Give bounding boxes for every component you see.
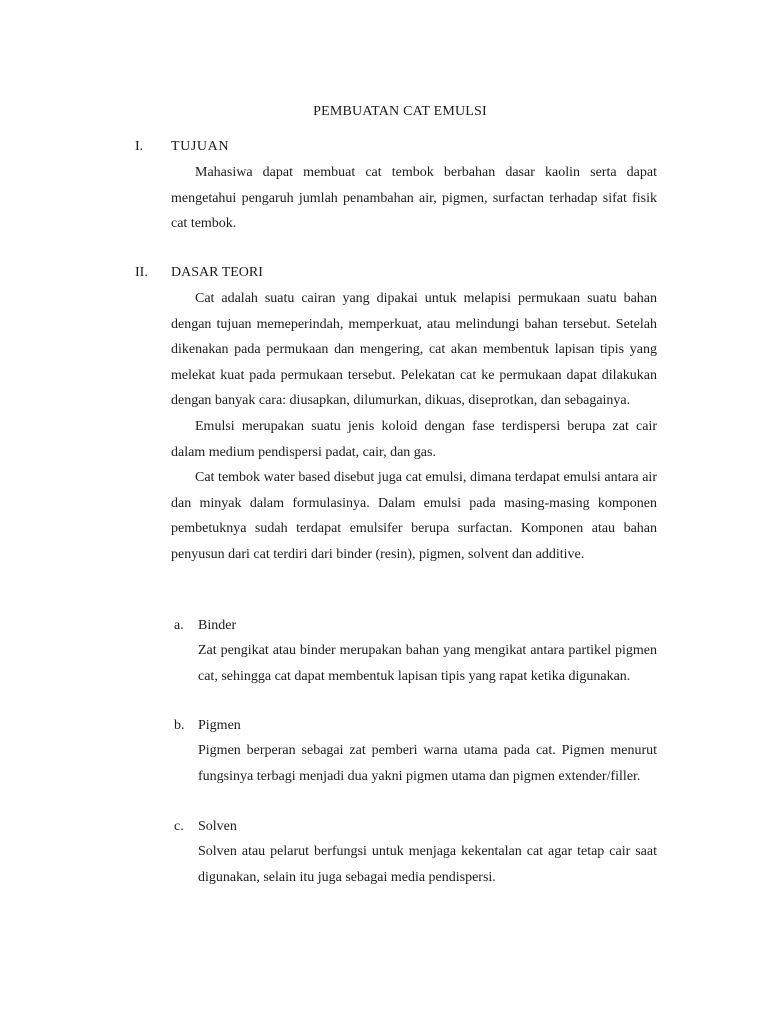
list-item-heading-binder: Binder (198, 618, 237, 633)
section-heading-dasar-teori: DASAR TEORI (171, 265, 263, 280)
list-item-text-solven (198, 839, 657, 890)
list-item-letter: c. (174, 819, 184, 834)
section-heading-tujuan: TUJUAN (171, 139, 230, 154)
section-body-tujuan (171, 160, 657, 237)
paragraph: Emulsi merupakan suatu jenis koloid dengan fase terdispersi berupa zat cair dalam medium pendispersi padat, cair, dan gas. (171, 418, 657, 460)
document-title: PEMBUATAN CAT EMULSI (313, 104, 487, 119)
list-item-heading-solven: Solven (198, 819, 237, 834)
paragraph: Cat adalah suatu cairan yang dipakai untuk melapisi permukaan suatu bahan dengan tujuan memeperindah, memperkuat, atau melindungi bahan tersebut. Setelah dikenakan pada permukaan dan mengering, cat akan membentuk lapisan tipis yang melekat kuat pada permukaan tersebut. Pelekatan cat ke permukaan dapat dilakukan dengan banyak cara: diusapkan, dilumurkan, dikuas, diseprotkan, dan sebagainya. (171, 291, 657, 409)
paragraph: Cat tembok water based disebut juga cat emulsi, dimana terdapat emulsi antara air dan minyak dalam formulasinya. Dalam emulsi pada masing-masing komponen pembetuknya sudah terdapat emulsifer berupa surfactan. Komponen atau bahan penyusun dari cat terdiri dari binder (resin), pigmen, solvent dan additive. (171, 470, 657, 562)
section-number-1: I. (135, 139, 144, 154)
section-body-dasar-teori (171, 286, 657, 568)
list-item-text-pigmen (198, 738, 657, 789)
paragraph: Mahasiwa dapat membuat cat tembok berbahan dasar kaolin serta dapat mengetahui pengaruh jumlah penambahan air, pigmen, surfactan terhadap sifat fisik cat tembok. (171, 165, 657, 232)
list-item-letter: b. (174, 718, 185, 733)
list-item-letter: a. (174, 618, 184, 633)
list-item-heading-pigmen: Pigmen (198, 718, 241, 733)
list-item-paragraph: Solven atau pelarut berfungsi untuk menjaga kekentalan cat agar tetap cair saat digunakan, selain itu juga sebagai media pendispersi. (198, 844, 657, 885)
list-item-paragraph: Zat pengikat atau binder merupakan bahan yang mengikat antara partikel pigmen cat, sehingga cat dapat membentuk lapisan tipis yang rapat ketika digunakan. (198, 643, 657, 684)
section-number-2: II. (135, 265, 148, 280)
list-item-text-binder (198, 638, 657, 689)
list-item-paragraph: Pigmen berperan sebagai zat pemberi warna utama pada cat. Pigmen menurut fungsinya terbagi menjadi dua yakni pigmen utama dan pigmen extender/filler. (198, 743, 657, 784)
